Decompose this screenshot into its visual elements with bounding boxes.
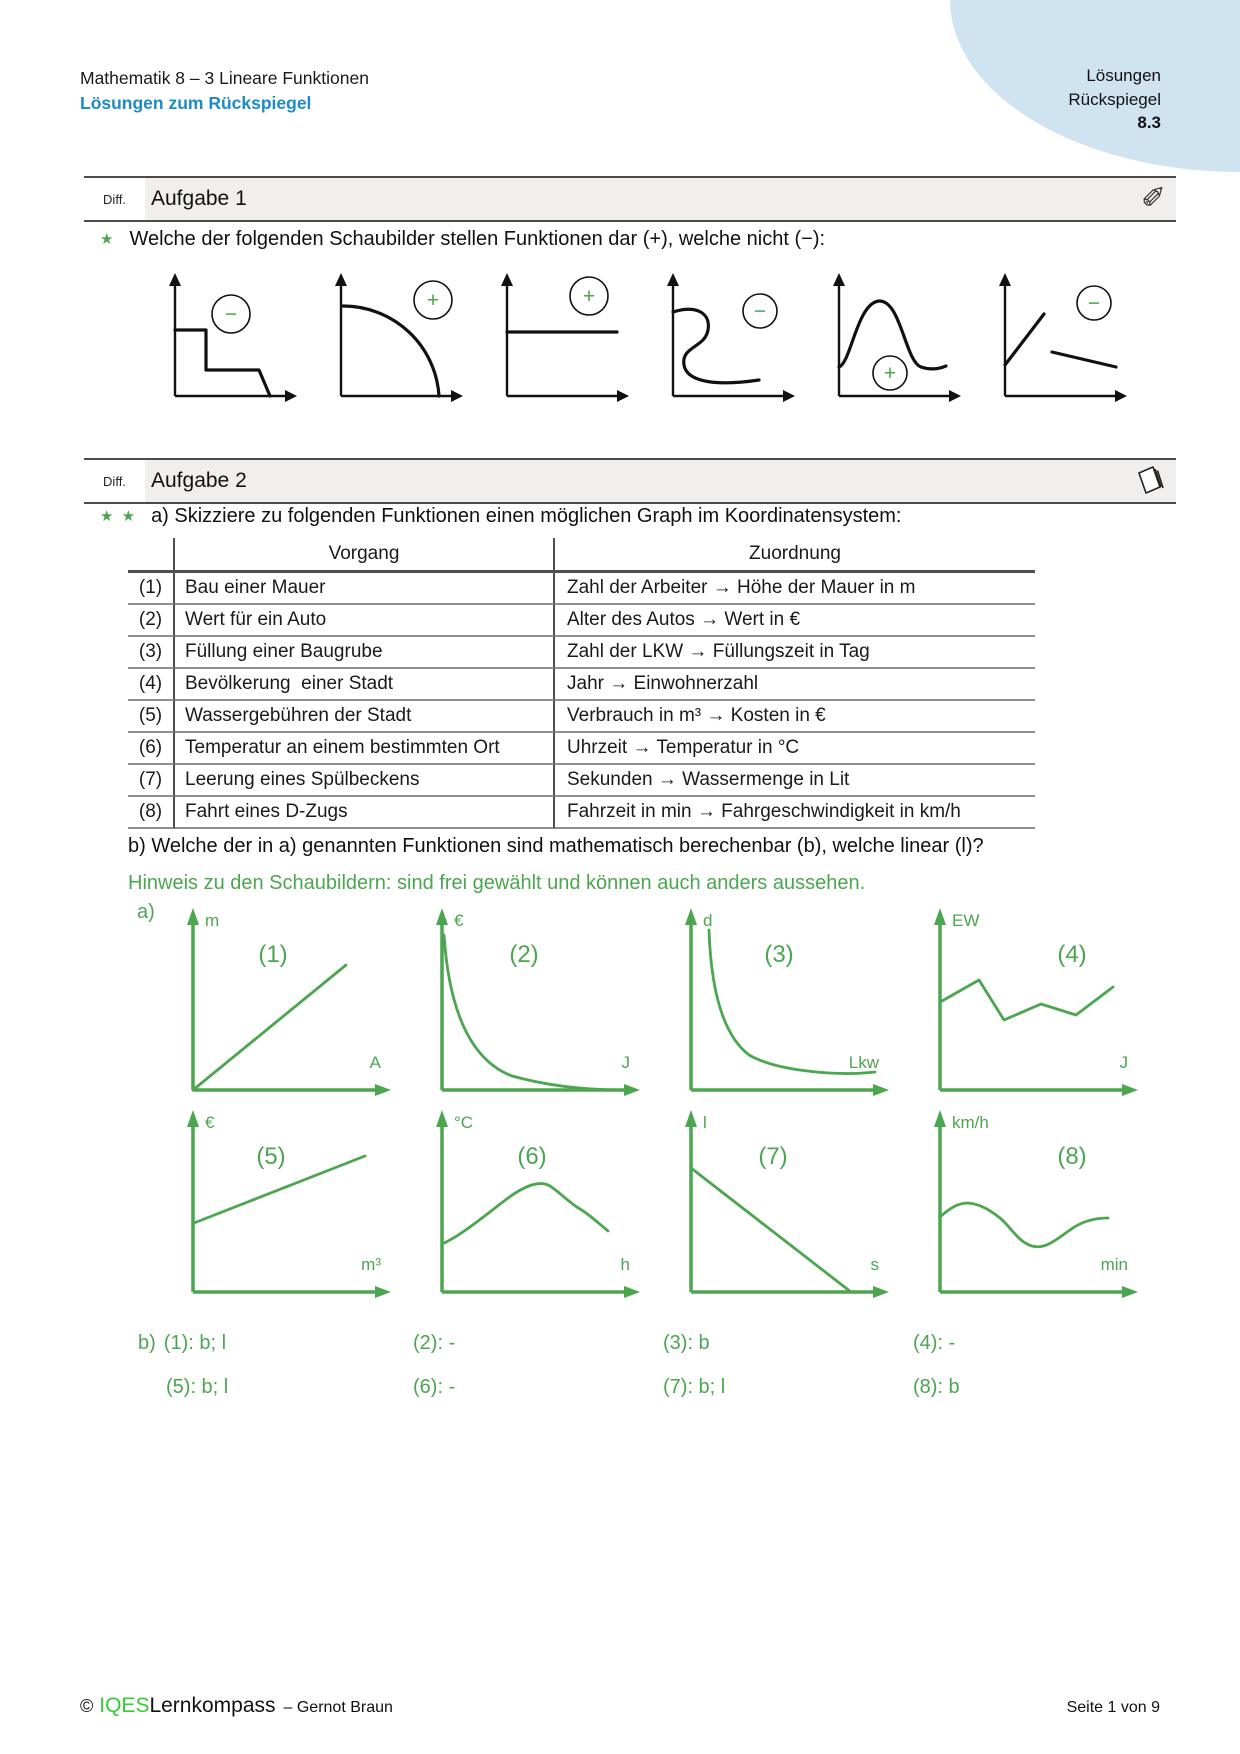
x-axis-label: min	[1100, 1255, 1128, 1274]
answers-grid	[138, 1332, 960, 1420]
course-title: Mathematik 8 – 3 Lineare Funktionen	[80, 68, 369, 88]
decay-curve	[343, 306, 439, 396]
corner-line3: 8.3	[1137, 113, 1161, 132]
copyright-icon: ©	[80, 1696, 94, 1716]
declining-linear-curve	[691, 1168, 851, 1292]
sign-label: −	[1087, 292, 1101, 315]
a1-graph-2	[321, 268, 471, 408]
answer-7: (7): b; l	[663, 1376, 726, 1398]
a1-graph-5	[819, 268, 969, 408]
answer-item	[138, 1332, 413, 1376]
row-num: (5)	[128, 701, 175, 733]
y-axis-label: m	[205, 911, 220, 930]
y-axis-label: EW	[952, 911, 980, 930]
iqes-logo: IQES	[99, 1694, 150, 1717]
corner-line1: Lösungen	[1086, 66, 1161, 85]
aufgabe1-title: Aufgabe 1	[151, 187, 247, 210]
lernkompass-logo: Lernkompass	[149, 1694, 276, 1717]
a1-graph-1	[155, 268, 305, 408]
graph-number: (5)	[256, 1143, 286, 1170]
x-axis-label: h	[620, 1255, 630, 1274]
row-zuordnung: Zahl der Arbeiter → Höhe der Mauer in m	[555, 573, 1035, 605]
sketch-graph-8	[910, 1102, 1150, 1312]
page-subtitle: Lösungen zum Rückspiegel	[80, 93, 312, 113]
sketch-graph-2	[412, 900, 652, 1110]
corner-label	[1068, 64, 1161, 135]
segment-curve-1	[1005, 314, 1044, 365]
aufgabe2-diff-label: Diff.	[84, 460, 145, 502]
aufgabe2-part-a-text: a) Skizziere zu folgenden Funktionen einen möglichen Graph im Koordinatensystem:	[151, 505, 902, 527]
vorgang-zuordnung-table	[128, 538, 1035, 829]
sign-label: −	[753, 300, 767, 323]
sketch-graph-5	[163, 1102, 403, 1312]
answer-3: (3): b	[663, 1332, 710, 1354]
row-zuordnung: Fahrzeit in min → Fahrgeschwindigkeit in km/h	[555, 797, 1035, 829]
row-vorgang: Füllung einer Baugrube	[175, 637, 555, 669]
row-num: (1)	[128, 573, 175, 605]
row-vorgang: Bau einer Mauer	[175, 573, 555, 605]
difficulty-star: ★	[100, 231, 116, 248]
a1-graph-3	[487, 268, 637, 408]
step-curve	[175, 330, 270, 396]
page-footer	[80, 1694, 1160, 1718]
sketch-graph-1	[163, 900, 403, 1110]
aufgabe1-question-text: Welche der folgenden Schaubilder stellen Funktionen dar (+), welche nicht (−):	[129, 228, 826, 250]
row-zuordnung: Uhrzeit → Temperatur in °C	[555, 733, 1035, 765]
sketch-row-2	[163, 1102, 1150, 1312]
sign-label: −	[224, 303, 238, 326]
page-number: Seite 1 von 9	[1066, 1699, 1160, 1716]
corner-line2: Rückspiegel	[1068, 89, 1161, 109]
answers-label: b)	[138, 1332, 156, 1354]
header-vorgang: Vorgang	[175, 538, 555, 573]
aufgabe2-intro-line	[100, 505, 901, 528]
x-axis-label: Lkw	[848, 1053, 879, 1072]
graph-number: (3)	[764, 941, 794, 968]
a1-graph-4	[653, 268, 803, 408]
answer-4: (4): -	[913, 1332, 956, 1354]
y-axis-label: °C	[454, 1113, 474, 1132]
y-axis-label: d	[703, 911, 713, 930]
answer-8: (8): b	[913, 1376, 960, 1398]
difficulty-stars: ★ ★	[100, 508, 138, 525]
pencil-icon: ✐	[1140, 182, 1166, 215]
header-zuordnung: Zuordnung	[555, 538, 1035, 573]
sketch-graph-6	[412, 1102, 652, 1312]
wavy-curve	[940, 1203, 1108, 1247]
row-num: (4)	[128, 669, 175, 701]
aufgabe1-question-line	[100, 228, 825, 251]
row-zuordnung: Alter des Autos → Wert in €	[555, 605, 1035, 637]
sign-label: +	[883, 362, 897, 385]
row-zuordnung: Jahr → Einwohnerzahl	[555, 669, 1035, 701]
graph-number: (8)	[1057, 1143, 1087, 1170]
sketch-graph-3	[661, 900, 901, 1110]
x-axis-label: J	[621, 1053, 630, 1072]
row-num: (8)	[128, 797, 175, 829]
x-axis-label: s	[870, 1255, 879, 1274]
row-vorgang: Leerung eines Spülbeckens	[175, 765, 555, 797]
row-zuordnung: Sekunden → Wassermenge in Lit	[555, 765, 1035, 797]
zigzag-curve	[942, 980, 1113, 1020]
sketch-graph-4	[910, 900, 1150, 1110]
sketch-row-1	[163, 900, 1150, 1110]
row-zuordnung: Verbrauch in m³ → Kosten in €	[555, 701, 1035, 733]
pages-icon	[1132, 463, 1166, 499]
y-axis-label: l	[703, 1113, 707, 1132]
row-vorgang: Fahrt eines D-Zugs	[175, 797, 555, 829]
aufgabe1-diff-label: Diff.	[84, 178, 145, 220]
aufgabe1-bar	[84, 176, 1176, 222]
aufgabe2-bar	[84, 458, 1176, 504]
row-num: (6)	[128, 733, 175, 765]
aufgabe1-bar-body	[145, 178, 1176, 220]
answer-5: (5): b; l	[166, 1376, 229, 1398]
author-name: – Gernot Braun	[283, 1699, 393, 1716]
sign-label: +	[426, 289, 440, 312]
x-axis-label: m³	[361, 1255, 381, 1274]
row-vorgang: Wassergebühren der Stadt	[175, 701, 555, 733]
linear-curve	[193, 965, 346, 1090]
hint-text: Hinweis zu den Schaubildern: sind frei gewählt und können auch anders aussehen.	[128, 872, 866, 894]
x-axis-label: J	[1119, 1053, 1128, 1072]
sign-label: +	[582, 285, 596, 308]
answer-6: (6): -	[413, 1376, 456, 1398]
a1-graph-6	[985, 268, 1135, 408]
y-axis-label: km/h	[952, 1113, 989, 1132]
sketch-graph-7	[661, 1102, 901, 1312]
aufgabe2-bar-body	[145, 460, 1176, 502]
aufgabe2-title: Aufgabe 2	[151, 469, 247, 492]
row-num: (2)	[128, 605, 175, 637]
sketch-section-label: a)	[137, 901, 155, 923]
aufgabe2-part-b-text: b) Welche der in a) genannten Funktionen sind mathematisch berechenbar (b), welche linear (l)?	[128, 835, 984, 857]
row-zuordnung: Zahl der LKW → Füllungszeit in Tag	[555, 637, 1035, 669]
page-header	[80, 66, 369, 116]
graph-number: (1)	[258, 941, 288, 968]
graph-number: (4)	[1057, 941, 1087, 968]
row-num: (7)	[128, 765, 175, 797]
segment-curve-2	[1052, 352, 1116, 367]
answer-2: (2): -	[413, 1332, 456, 1354]
x-axis-label: A	[369, 1053, 381, 1072]
row-vorgang: Temperatur an einem bestimmten Ort	[175, 733, 555, 765]
graph-number: (7)	[758, 1143, 788, 1170]
row-vorgang: Bevölkerung einer Stadt	[175, 669, 555, 701]
header-empty	[128, 538, 175, 573]
row-num: (3)	[128, 637, 175, 669]
aufgabe1-graphs	[155, 268, 1135, 408]
row-vorgang: Wert für ein Auto	[175, 605, 555, 637]
graph-number: (6)	[517, 1143, 547, 1170]
y-axis-label: €	[205, 1113, 215, 1132]
y-axis-label: €	[454, 911, 464, 930]
answer-1: (1): b; l	[163, 1332, 227, 1354]
graph-number: (2)	[509, 941, 539, 968]
hill-curve	[442, 1183, 608, 1244]
